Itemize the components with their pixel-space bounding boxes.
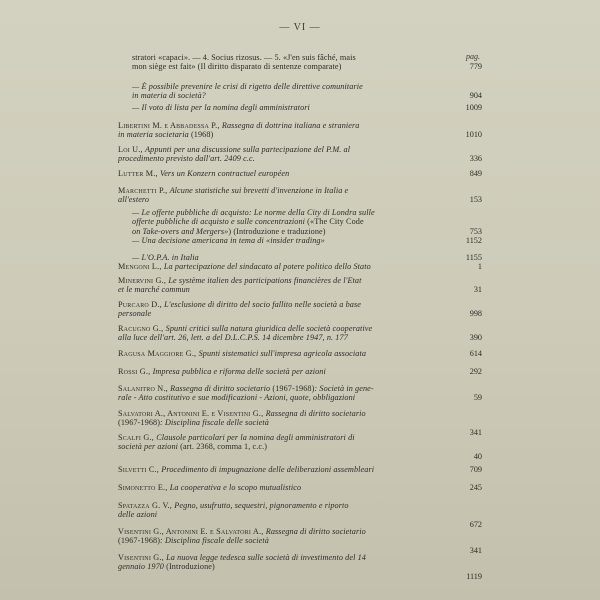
index-entry <box>118 103 482 112</box>
entry-line <box>118 409 436 418</box>
entry-page-number: 849 <box>469 169 482 178</box>
entry-title: Rassegna di diritto societario <box>265 527 366 536</box>
entry-line <box>118 285 436 294</box>
index-entry <box>118 367 482 376</box>
entry-title: — L'O.P.A. in Italia <box>132 253 199 262</box>
entry-title: : Società in gene- <box>314 384 374 393</box>
entry-line <box>118 324 436 333</box>
entry-author: Loi U., <box>118 145 146 154</box>
index-entry <box>118 53 482 72</box>
index-entry <box>118 409 482 437</box>
index-entry <box>118 324 482 343</box>
entry-text <box>118 465 436 474</box>
entry-title: mon siège est fait» (Il diritto disparato di sentenze comparate) <box>132 62 342 72</box>
entry-title: Alcune statistiche sui brevetti d'invenzione in Italia e <box>169 186 349 195</box>
entry-page-number: 40 <box>473 451 482 461</box>
index-entry <box>118 208 482 236</box>
entry-line <box>118 553 436 562</box>
entry-title: : Disciplina fiscale delle società <box>160 418 269 428</box>
entry-title: (1967-1968) <box>118 536 161 546</box>
index-entry <box>118 433 482 461</box>
entry-text <box>118 145 436 164</box>
entry-line <box>118 483 436 492</box>
index-entry <box>118 121 482 140</box>
entry-line <box>118 169 436 178</box>
index-entry <box>118 145 482 164</box>
entry-line <box>118 300 436 309</box>
index-entry <box>118 384 482 403</box>
entry-text <box>118 501 436 520</box>
entry-page-number: 1155 <box>465 253 482 262</box>
entry-line <box>118 384 436 393</box>
entry-line <box>118 442 436 451</box>
entry-author: Mengoni L., <box>118 262 164 271</box>
entry-title: Impresa pubblica e riforma delle società per azioni <box>152 367 326 376</box>
index-entry <box>118 276 482 295</box>
entry-line <box>118 562 436 571</box>
index-entry <box>118 553 482 581</box>
entry-page-number: 336 <box>469 154 482 164</box>
entry-line <box>118 367 436 376</box>
entry-line <box>132 53 436 62</box>
entry-text <box>118 384 436 403</box>
entry-line <box>118 418 436 427</box>
entry-page-number: 59 <box>473 393 482 403</box>
entry-text <box>118 82 436 101</box>
index-entry <box>118 253 482 262</box>
entry-line <box>132 227 436 236</box>
entry-text <box>118 186 436 205</box>
entry-author: Spatazza G. V., <box>118 501 175 510</box>
entry-text <box>118 103 436 112</box>
entry-line <box>118 393 436 402</box>
entry-title: (Introduzione) <box>166 562 215 572</box>
entry-author: Purcaro D., <box>118 300 165 309</box>
entry-title: all'estero <box>118 195 150 205</box>
index-entry <box>118 186 482 205</box>
entry-line <box>132 62 436 71</box>
entry-title: in materia societaria <box>118 130 191 140</box>
entry-title: («The City Code <box>307 217 364 227</box>
index-entry <box>118 527 482 555</box>
index-entry <box>118 349 482 358</box>
index-entry <box>118 501 482 529</box>
entry-page-number: 341 <box>469 427 482 437</box>
entry-line <box>118 186 436 195</box>
entry-page-number: 292 <box>469 367 482 376</box>
entry-title: L'esclusione di diritto del socio fallito nelle società a base <box>164 300 361 309</box>
entry-line <box>118 433 436 442</box>
entry-title: La partecipazione del sindacato al potere politico dello Stato <box>163 262 371 271</box>
entry-title: Vers un Konzern contractuel européen <box>160 169 290 178</box>
entry-title: Spunti critici sulla natura giuridica delle società cooperative <box>165 324 373 333</box>
entry-title: — È possibile prevenire le crisi di rigetto delle direttive comunitarie <box>132 82 363 91</box>
entry-line <box>118 349 436 358</box>
entry-title: — Una decisione americana in tema di «insider trading» <box>132 236 325 245</box>
entry-title: Rassegna di dottrina italiana e straniera <box>221 121 360 130</box>
entry-line <box>118 465 436 474</box>
entry-line <box>132 208 436 217</box>
entry-page-number: 1119 <box>466 571 482 581</box>
entry-text <box>118 276 436 295</box>
entry-title: delle azioni <box>118 510 158 520</box>
entry-page-number: 753 <box>469 226 482 236</box>
entry-text <box>118 553 436 572</box>
entry-title: stratori «capaci». — 4. Socius rizosus. — 5. «J'en suis fâché, mais <box>132 53 356 62</box>
entry-title: società per azioni <box>118 442 181 452</box>
entry-line <box>118 121 436 130</box>
entry-title: offerte pubbliche di acquisto e sulle concentrazioni <box>132 217 308 227</box>
entry-title: Le système italien des participations financières de l'Etat <box>168 276 362 285</box>
index-entry <box>118 169 482 178</box>
entry-line <box>118 130 436 139</box>
entry-page-number: 390 <box>469 333 482 343</box>
entry-text <box>118 300 436 319</box>
entry-title: Appunti per una discussione sulla partecipazione del P.M. al <box>145 145 351 154</box>
entry-line <box>118 536 436 545</box>
entry-line <box>132 236 436 245</box>
entry-title: La cooperativa e lo scopo mutualistico <box>169 483 302 492</box>
entry-line <box>118 510 436 519</box>
entry-title: et le marché commun <box>118 285 190 295</box>
entry-text <box>118 208 436 236</box>
entry-author: Simonetto E., <box>118 483 170 492</box>
entry-title: — Il voto di lista per la nomina degli amministratori <box>132 103 310 112</box>
entry-page-number: 31 <box>473 285 482 295</box>
entry-title: gennaio 1970 <box>118 562 167 572</box>
entry-page-number: 779 <box>469 62 482 72</box>
entry-title: Rassegna di diritto societario <box>170 384 273 393</box>
entry-title: (1967-1968) <box>118 418 161 428</box>
entry-title: (1967-1968) <box>272 384 315 393</box>
entry-text <box>118 324 436 343</box>
index-entry <box>118 82 482 101</box>
entry-author: Rossi G., <box>118 367 153 376</box>
entry-line <box>118 527 436 536</box>
entry-title: Clausole particolari per la nomina degli amministratori di <box>156 433 355 442</box>
entry-line <box>118 195 436 204</box>
entry-title: Spunti sistematici sull'impresa agricola associata <box>198 349 367 358</box>
entry-author: Libertini M. e Abbadessa P., <box>118 121 222 130</box>
entry-title: in materia di società? <box>132 91 206 101</box>
entry-text <box>118 409 436 428</box>
entry-title: : Disciplina fiscale delle società <box>160 536 269 546</box>
entry-text <box>118 253 436 262</box>
entry-text <box>118 349 436 358</box>
entry-page-number: 709 <box>469 465 482 474</box>
entry-line <box>118 333 436 342</box>
entry-title: on Take-overs and Mergers» <box>132 226 229 236</box>
entry-title: alla luce dell'art. 26, lett. a del D.L.C.P.S. 14 dicembre 1947, n. 177 <box>118 333 348 343</box>
entry-page-number: 998 <box>469 309 482 319</box>
entry-author: Lutter M., <box>118 169 160 178</box>
entry-page-number: 153 <box>469 195 482 205</box>
entry-author: Visentini G., <box>118 553 167 562</box>
entry-page-number: 341 <box>469 545 482 555</box>
entry-page-number: 672 <box>469 519 482 529</box>
entry-text <box>118 169 436 178</box>
entry-title: Rassegna di diritto societario <box>265 409 366 418</box>
entry-text <box>118 527 436 546</box>
entry-line <box>132 103 436 112</box>
index-entry <box>118 465 482 474</box>
entry-title: (1968) <box>190 130 214 140</box>
entry-line <box>132 91 436 100</box>
entry-page-number: 1010 <box>465 130 482 140</box>
entry-page-number: 614 <box>469 349 482 358</box>
entry-title: Procedimento di impugnazione delle deliberazioni assembleari <box>161 465 375 474</box>
entry-text <box>118 483 436 492</box>
entry-line <box>118 154 436 163</box>
entry-author: Racugno G., <box>118 324 166 333</box>
entry-page-number: 904 <box>469 91 482 101</box>
entry-page-number: 1 <box>477 262 482 271</box>
pag-column-label: pag. <box>466 52 480 61</box>
entry-title: La nuova legge tedesca sulle società di investimento del 14 <box>166 553 366 562</box>
entry-line <box>132 253 436 262</box>
entry-line <box>118 145 436 154</box>
entry-title: procedimento previsto dall'art. 2409 c.c. <box>118 154 255 164</box>
entry-title: personale <box>118 309 152 319</box>
entry-line <box>132 217 436 226</box>
entry-title: — Le offerte pubbliche di acquisto: Le norme della City di Londra sulle <box>132 208 375 217</box>
entry-text <box>118 262 436 271</box>
entry-author: Ragusa Maggiore G., <box>118 349 199 358</box>
entry-author: Salvatori A., Antonini E. e Visentini G., <box>118 409 266 418</box>
entry-author: Minervini G., <box>118 276 169 285</box>
index-entry <box>118 262 482 271</box>
entry-text <box>118 121 436 140</box>
entry-text <box>118 367 436 376</box>
entry-author: Marchetti P., <box>118 186 170 195</box>
index-entry <box>118 483 482 492</box>
entry-title: ) (Introduzione e traduzione) <box>228 226 326 236</box>
entry-author: Silvetti C., <box>118 465 162 474</box>
page-number: — VI — <box>279 22 321 33</box>
entry-author: Visentini G., Antonini E. e Salvatori A., <box>118 527 266 536</box>
entry-text <box>118 433 436 452</box>
entry-line <box>118 309 436 318</box>
entry-title: (art. 2368, comma 1, c.c.) <box>180 442 268 452</box>
entry-text <box>118 236 436 245</box>
entry-text <box>118 53 436 72</box>
entry-author: Salanitro N., <box>118 384 171 393</box>
entry-line <box>118 276 436 285</box>
entry-page-number: 1009 <box>465 103 482 112</box>
entry-page-number: 1152 <box>465 236 482 245</box>
entry-line <box>132 82 436 91</box>
entry-title: rale - Atto costitutivo e sue modificazioni - Azioni, quote, obbligazioni <box>118 393 356 403</box>
entry-page-number: 245 <box>469 483 482 492</box>
entry-line <box>118 501 436 510</box>
entry-title: Pegno, usufrutto, sequestri, pignoramento e riporto <box>174 501 349 510</box>
index-entry <box>118 300 482 319</box>
entry-author: Scalfi G., <box>118 433 157 442</box>
entry-line <box>118 262 436 271</box>
index-entry <box>118 236 482 245</box>
